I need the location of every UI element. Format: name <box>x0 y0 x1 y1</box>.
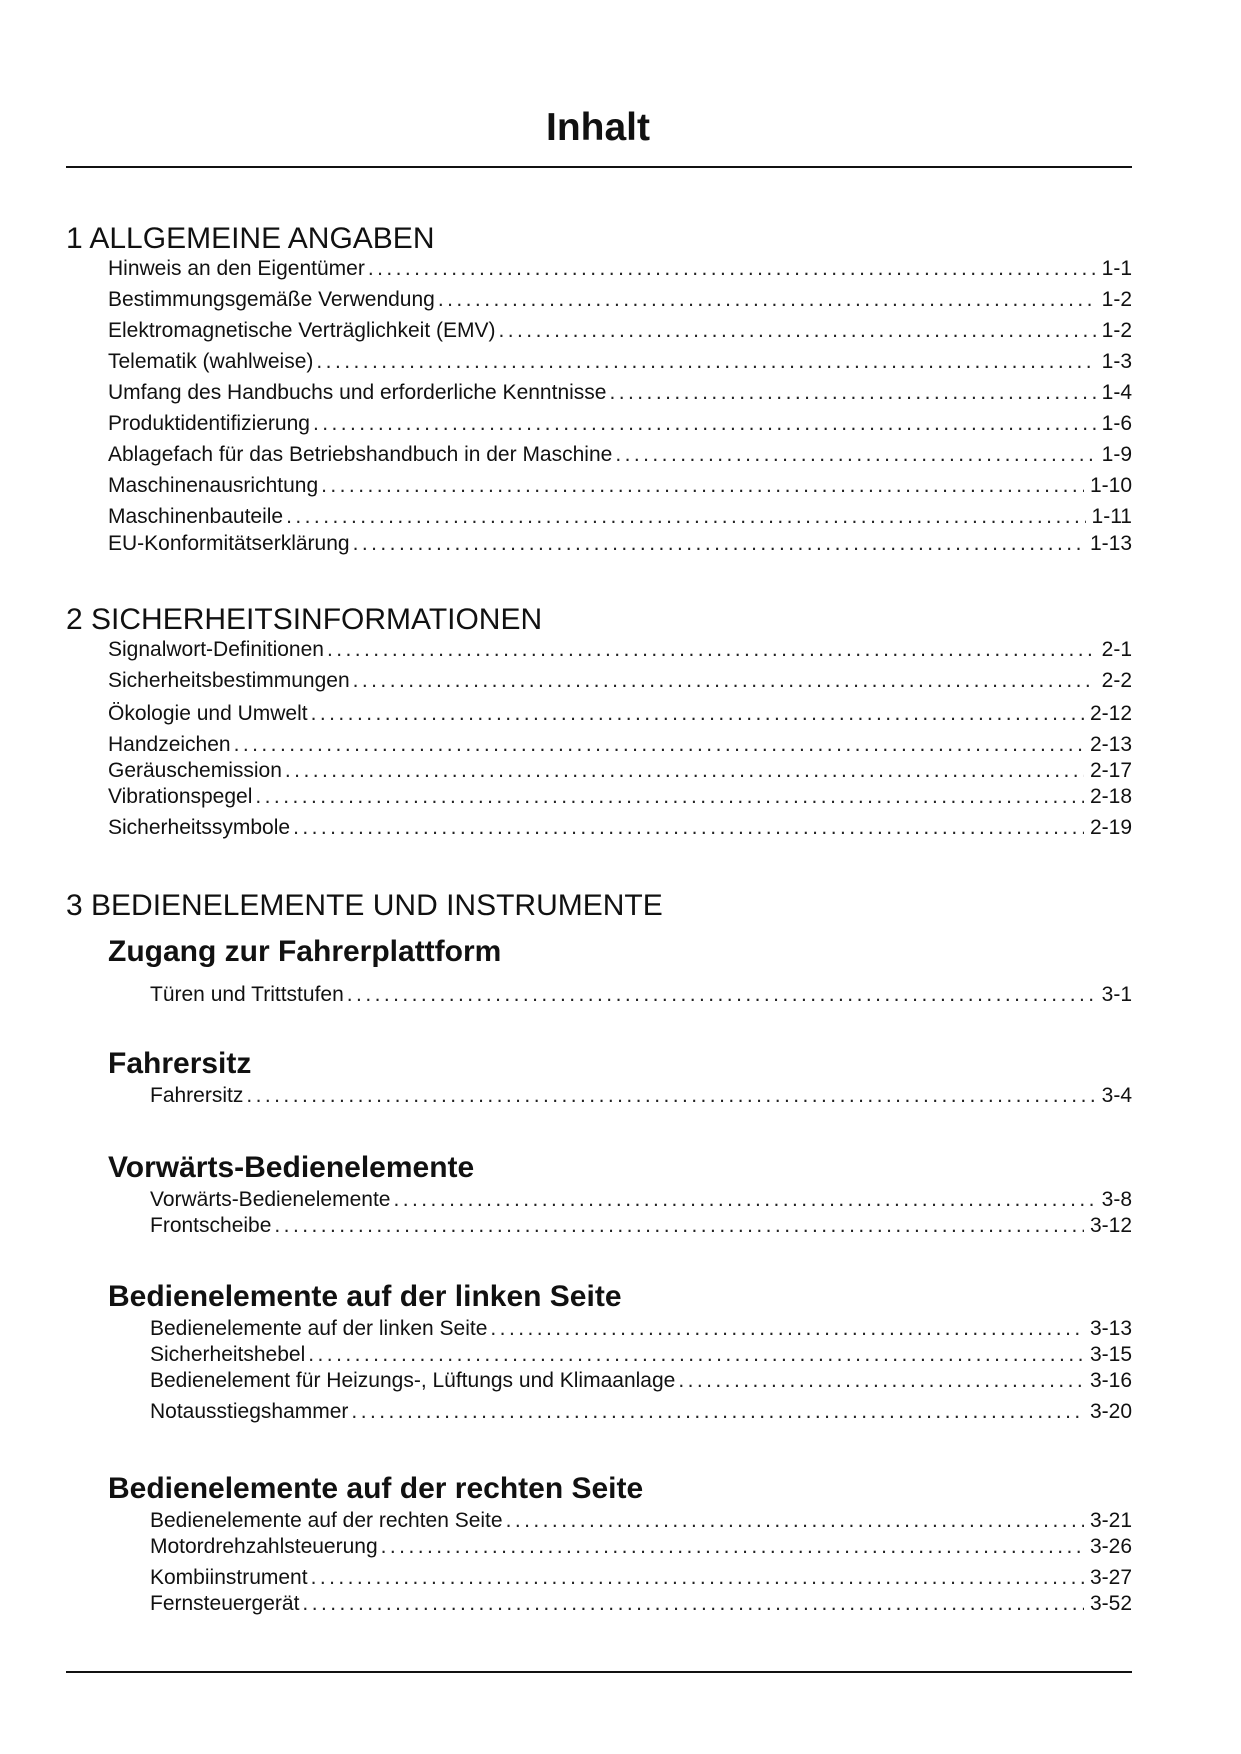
toc-entry[interactable] <box>150 983 1132 1007</box>
dot-leader <box>285 759 1084 783</box>
dot-leader <box>311 1566 1084 1590</box>
section-heading: Fahrersitz <box>108 1047 252 1080</box>
toc-page-number: 1-2 <box>1101 319 1132 342</box>
chapter-2-heading: 2 SICHERHEITSINFORMATIONEN <box>66 603 543 636</box>
toc-entry-title: Maschinenbauteile <box>108 505 284 528</box>
toc-page-number: 3-8 <box>1101 1188 1132 1211</box>
footer-divider <box>66 1671 1132 1673</box>
toc-entry-title: Hinweis an den Eigentümer <box>108 257 365 280</box>
toc-page-number: 3-26 <box>1089 1535 1132 1558</box>
dot-leader <box>353 669 1096 693</box>
toc-page-number: 2-12 <box>1089 702 1132 725</box>
toc-entry-title: Sicherheitssymbole <box>108 816 291 839</box>
toc-page-number: 1-6 <box>1101 412 1132 435</box>
toc-entry-title: Bedienelement für Heizungs-, Lüftungs und Klimaanlage <box>150 1369 676 1392</box>
toc-entry[interactable] <box>150 1084 1132 1108</box>
dot-leader <box>327 638 1096 662</box>
dot-leader <box>308 1343 1084 1367</box>
toc-entry-title: Ablagefach für das Betriebshandbuch in der Maschine <box>108 443 613 466</box>
toc-entry-title: Maschinenausrichtung <box>108 474 319 497</box>
section-heading: Bedienelemente auf der linken Seite <box>108 1280 622 1313</box>
toc-entry-title: Vorwärts-Bedienelemente <box>150 1188 391 1211</box>
toc-entry[interactable] <box>108 669 1132 693</box>
toc-entry[interactable] <box>108 412 1132 436</box>
dot-leader <box>286 505 1085 529</box>
toc-entry-title: Frontscheibe <box>150 1214 272 1237</box>
toc-page-number: 1-1 <box>1101 257 1132 280</box>
toc-entry[interactable] <box>150 1317 1132 1341</box>
toc-entry-title: Bestimmungsgemäße Verwendung <box>108 288 435 311</box>
toc-entry-title: Bedienelemente auf der linken Seite <box>150 1317 488 1340</box>
toc-entry[interactable] <box>108 759 1132 783</box>
dot-leader <box>393 1188 1095 1212</box>
toc-entry-title: Elektromagnetische Verträglichkeit (EMV) <box>108 319 496 342</box>
dot-leader <box>506 1509 1084 1533</box>
toc-entry-title: Sicherheitsbestimmungen <box>108 669 350 692</box>
toc-page-number: 3-16 <box>1089 1369 1132 1392</box>
section-heading: Bedienelemente auf der rechten Seite <box>108 1472 644 1505</box>
dot-leader <box>316 350 1095 374</box>
toc-page-number: 1-10 <box>1089 474 1132 497</box>
chapter-1-heading: 1 ALLGEMEINE ANGABEN <box>66 222 435 255</box>
toc-page-number: 1-13 <box>1089 532 1132 555</box>
toc-entry-title: Handzeichen <box>108 733 231 756</box>
header-divider <box>66 166 1132 168</box>
toc-entry[interactable] <box>150 1566 1132 1590</box>
toc-page-number: 1-11 <box>1091 505 1132 528</box>
dot-leader <box>255 785 1084 809</box>
toc-entry-title: Bedienelemente auf der rechten Seite <box>150 1509 503 1532</box>
toc-page-number: 3-15 <box>1089 1343 1132 1366</box>
toc-entry[interactable] <box>108 319 1132 343</box>
toc-entry[interactable] <box>108 638 1132 662</box>
toc-entry-title: Notausstiegshammer <box>150 1400 349 1423</box>
toc-entry-title: Ökologie und Umwelt <box>108 702 308 725</box>
toc-entry-title: Telematik (wahlweise) <box>108 350 314 373</box>
dot-leader <box>615 443 1095 467</box>
toc-page-number: 1-3 <box>1101 350 1132 373</box>
section-heading: Vorwärts-Bedienelemente <box>108 1151 475 1184</box>
dot-leader <box>313 412 1096 436</box>
toc-entry[interactable] <box>108 257 1132 281</box>
dot-leader <box>274 1214 1084 1238</box>
toc-entry-title: Kombiinstrument <box>150 1566 308 1589</box>
toc-entry-title: Sicherheitshebel <box>150 1343 306 1366</box>
dot-leader <box>321 474 1084 498</box>
toc-entry[interactable] <box>150 1400 1132 1424</box>
toc-entry-title: Fernsteuergerät <box>150 1592 300 1615</box>
toc-entry-title: Türen und Trittstufen <box>150 983 344 1006</box>
dot-leader <box>234 733 1084 757</box>
toc-page-number: 3-4 <box>1101 1084 1132 1107</box>
toc-entry[interactable] <box>150 1592 1132 1616</box>
dot-leader <box>347 983 1096 1007</box>
dot-leader <box>381 1535 1084 1559</box>
toc-page-number: 3-1 <box>1101 983 1132 1006</box>
dot-leader <box>246 1084 1095 1108</box>
page-title: Inhalt <box>546 106 650 149</box>
toc-entry[interactable] <box>108 532 1132 556</box>
toc-entry-title: Vibrationspegel <box>108 785 253 808</box>
toc-page-number: 2-18 <box>1089 785 1132 808</box>
dot-leader <box>609 381 1095 405</box>
toc-entry[interactable] <box>150 1509 1132 1533</box>
toc-page-number: 3-20 <box>1089 1400 1132 1423</box>
toc-page-number: 3-12 <box>1089 1214 1132 1237</box>
toc-entry[interactable] <box>108 505 1132 529</box>
toc-entry[interactable] <box>108 785 1132 809</box>
toc-entry[interactable] <box>108 474 1132 498</box>
dot-leader <box>302 1592 1084 1616</box>
toc-entry[interactable] <box>150 1188 1132 1212</box>
toc-entry[interactable] <box>150 1369 1132 1393</box>
toc-page-number: 2-13 <box>1089 733 1132 756</box>
toc-entry[interactable] <box>108 702 1132 726</box>
dot-leader <box>499 319 1096 343</box>
dot-leader <box>293 816 1084 840</box>
toc-entry-title: Produktidentifizierung <box>108 412 310 435</box>
dot-leader <box>368 257 1096 281</box>
toc-page-number: 2-1 <box>1101 638 1132 661</box>
toc-page-number: 3-27 <box>1089 1566 1132 1589</box>
toc-page-number: 3-21 <box>1089 1509 1132 1532</box>
toc-page-number: 2-19 <box>1089 816 1132 839</box>
dot-leader <box>438 288 1096 312</box>
toc-page-number: 1-4 <box>1101 381 1132 404</box>
chapter-3-heading: 3 BEDIENELEMENTE UND INSTRUMENTE <box>66 889 663 922</box>
toc-entry[interactable] <box>108 443 1132 467</box>
toc-page-number: 3-52 <box>1089 1592 1132 1615</box>
toc-entry[interactable] <box>150 1343 1132 1367</box>
toc-entry[interactable] <box>108 381 1132 405</box>
toc-page-number: 3-13 <box>1089 1317 1132 1340</box>
toc-page-number: 1-2 <box>1101 288 1132 311</box>
toc-entry-title: EU-Konformitätserklärung <box>108 532 350 555</box>
toc-entry-title: Umfang des Handbuchs und erforderliche Kenntnisse <box>108 381 607 404</box>
toc-entry[interactable] <box>150 1535 1132 1559</box>
toc-page-number: 2-17 <box>1089 759 1132 782</box>
toc-entry[interactable] <box>150 1214 1132 1238</box>
dot-leader <box>311 702 1084 726</box>
toc-entry-title: Geräuschemission <box>108 759 282 782</box>
toc-page-number: 2-2 <box>1101 669 1132 692</box>
toc-entry[interactable] <box>108 288 1132 312</box>
toc-entry[interactable] <box>108 816 1132 840</box>
toc-entry[interactable] <box>108 350 1132 374</box>
toc-entry[interactable] <box>108 733 1132 757</box>
section-heading: Zugang zur Fahrerplattform <box>108 935 502 968</box>
toc-page-number: 1-9 <box>1101 443 1132 466</box>
dot-leader <box>351 1400 1084 1424</box>
toc-entry-title: Signalwort-Definitionen <box>108 638 324 661</box>
dot-leader <box>490 1317 1084 1341</box>
dot-leader <box>353 532 1084 556</box>
dot-leader <box>678 1369 1084 1393</box>
toc-entry-title: Fahrersitz <box>150 1084 244 1107</box>
toc-entry-title: Motordrehzahlsteuerung <box>150 1535 378 1558</box>
